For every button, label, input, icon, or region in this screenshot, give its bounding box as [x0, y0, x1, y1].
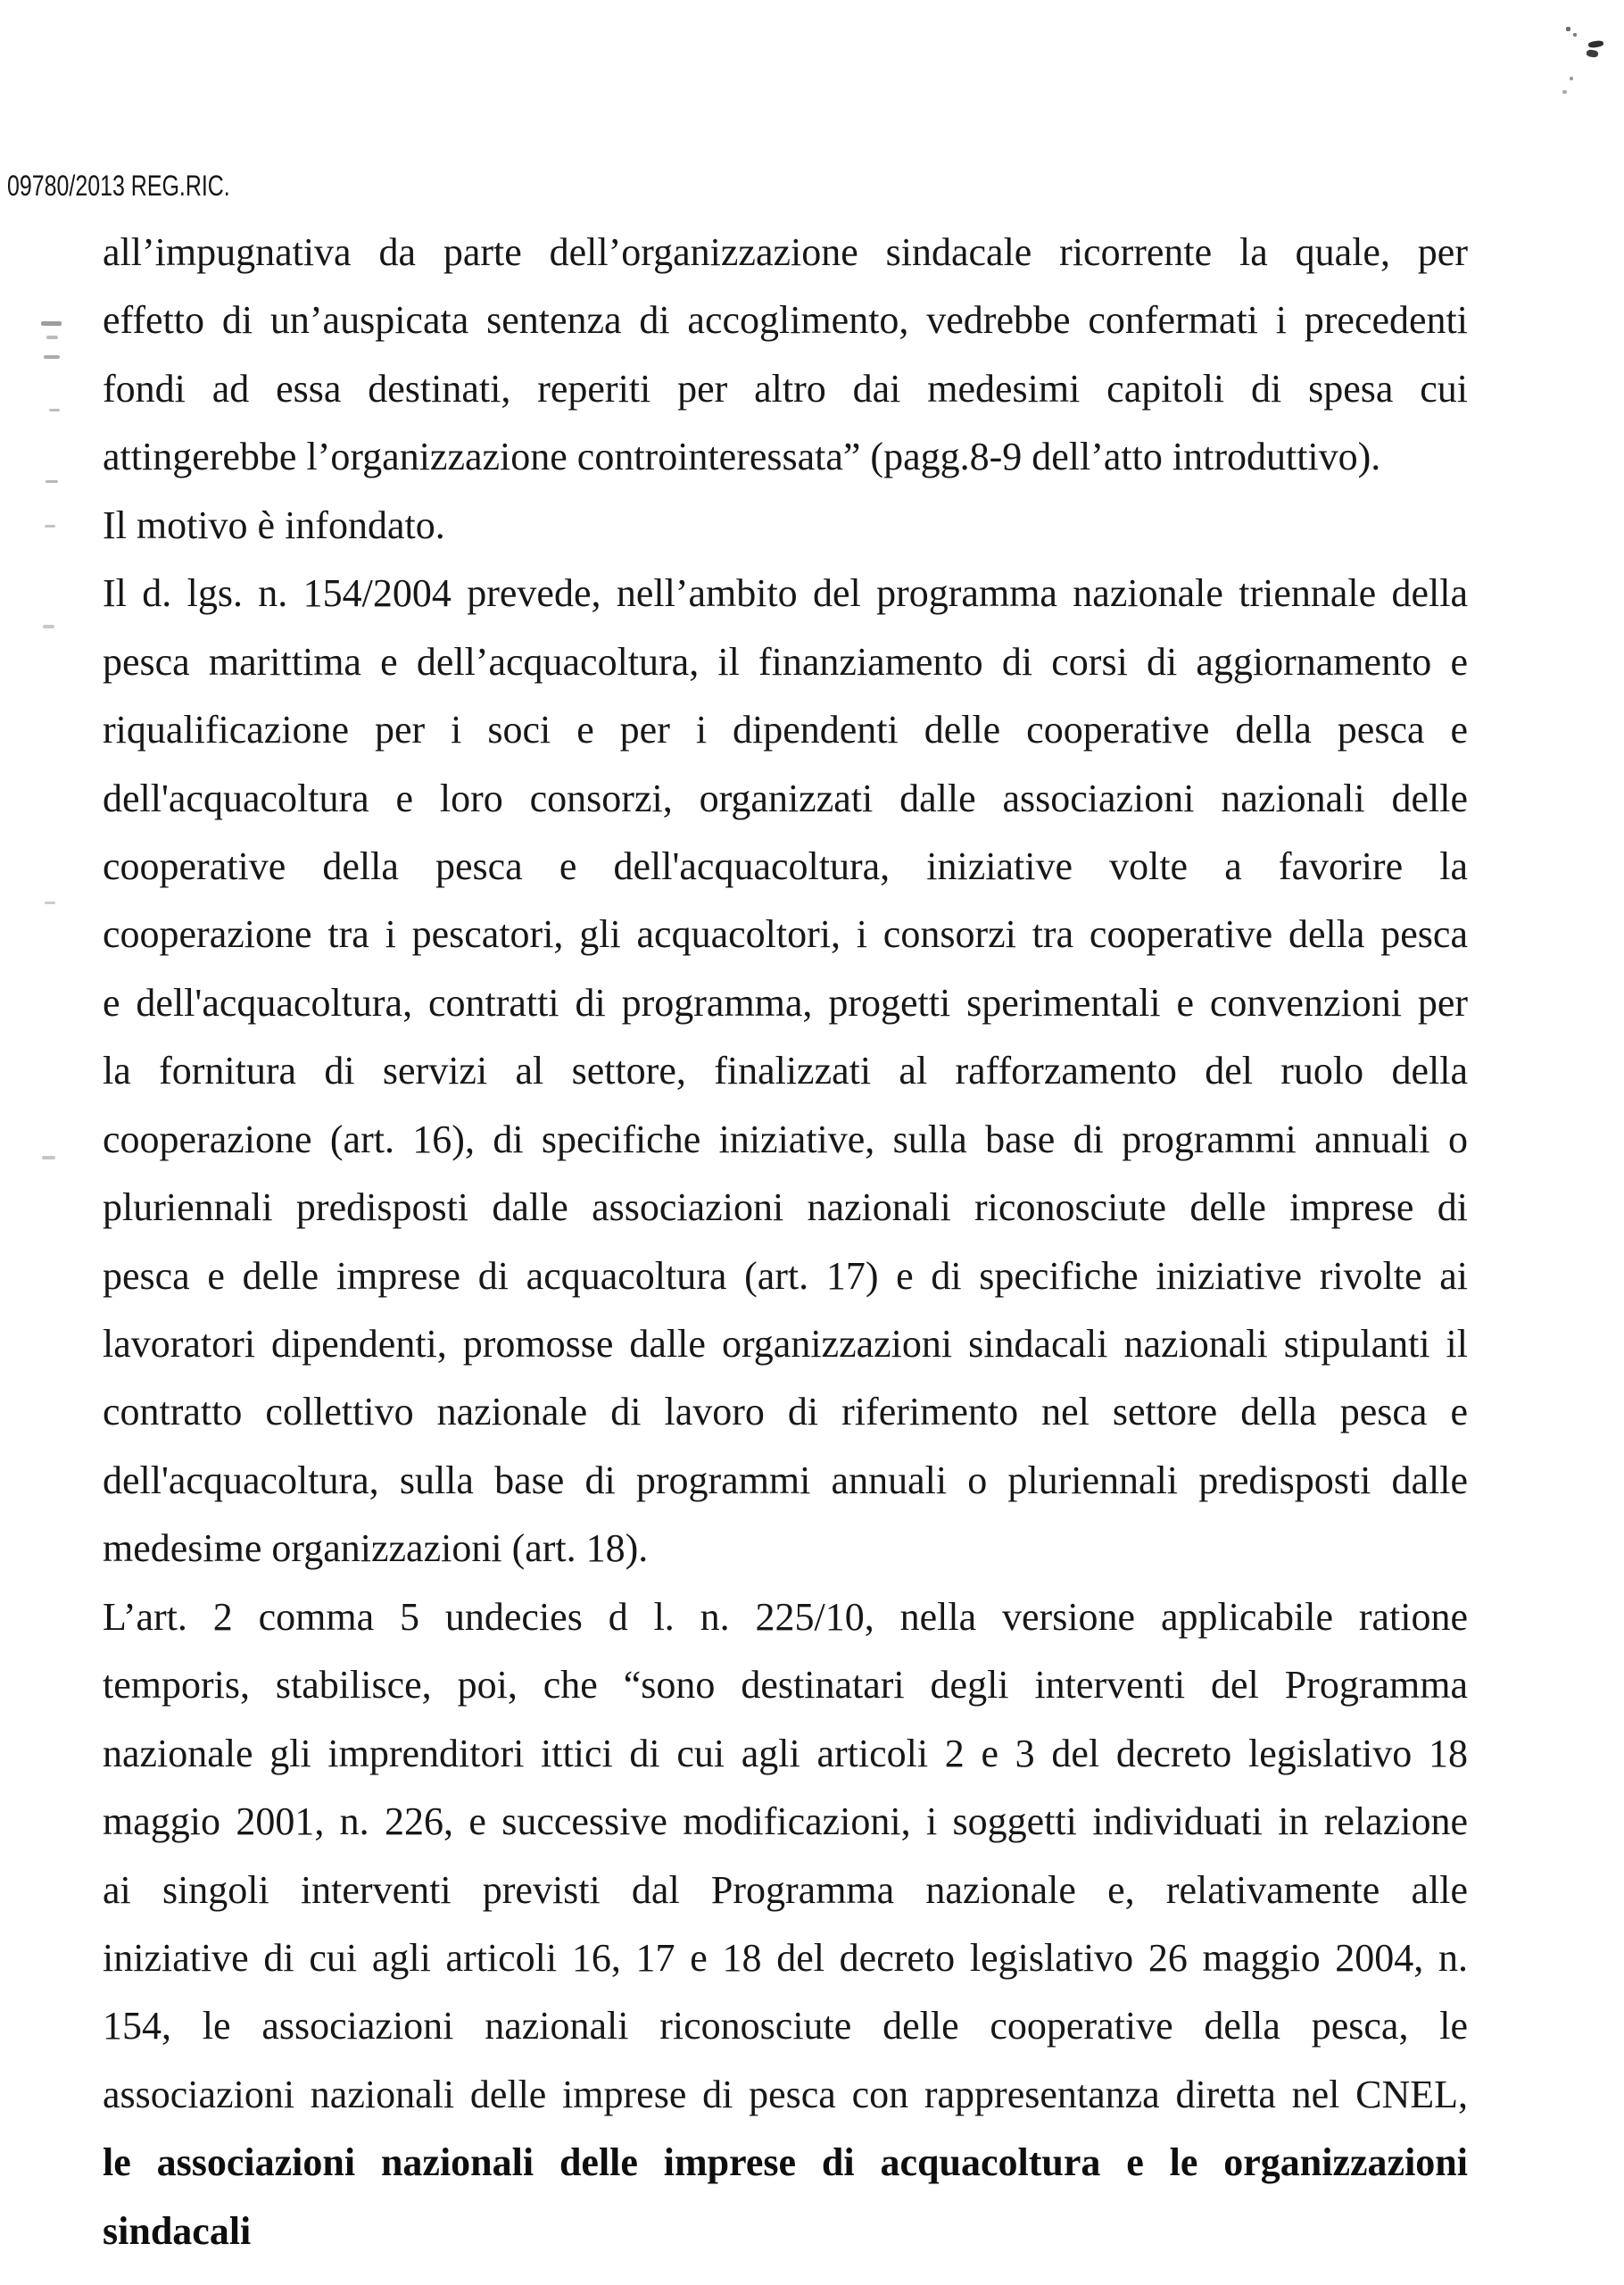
text-line: Il motivo è infondato.	[103, 503, 445, 547]
scan-noise-dash	[43, 625, 54, 628]
text-line: pesca marittima e dell’acquacoltura, il finanziamento di corsi di aggiornamento e	[103, 639, 1468, 684]
text-line: 154, le associazioni nazionali riconosciute delle cooperative della pesca, le	[103, 2004, 1468, 2048]
scan-noise-speck	[1588, 40, 1604, 48]
text-line: riqualificazione per i soci e per i dipendenti delle cooperative della pesca e	[103, 708, 1468, 752]
text-line: attingerebbe l’organizzazione controinteressata” (pagg.8-9 dell’atto introduttivo).	[103, 435, 1381, 479]
text-line: e dell'acquacoltura, contratti di programma, progetti sperimentali e convenzioni per	[103, 980, 1468, 1025]
text-line: ai singoli interventi previsti dal Programma nazionale e, relativamente alle	[103, 1867, 1468, 1912]
text-line: contratto collettivo nazionale di lavoro di riferimento nel settore della pesca e	[103, 1390, 1468, 1434]
scan-noise-dash	[46, 336, 58, 339]
scan-noise-dash	[49, 409, 60, 411]
text-line: L’art. 2 comma 5 undecies d l. n. 225/10, nella versione applicabile ratione	[103, 1594, 1468, 1639]
scan-noise-dash	[41, 321, 62, 326]
text-line: pluriennali predisposti dalle associazioni nazionali riconosciute delle imprese di	[103, 1185, 1468, 1230]
text-line: lavoratori dipendenti, promosse dalle organizzazioni sindacali nazionali stipulanti il	[103, 1322, 1468, 1366]
text-line: effetto di un’auspicata sentenza di accoglimento, vedrebbe confermati i precedenti	[103, 298, 1468, 343]
text-line: cooperazione tra i pescatori, gli acquacoltori, i consorzi tra cooperative della pesca	[103, 912, 1468, 957]
text-line: all’impugnativa da parte dell’organizzazione sindacale ricorrente la quale, per	[103, 230, 1468, 274]
text-line: nazionale gli imprenditori ittici di cui agli articoli 2 e 3 del decreto legislativo 18	[103, 1731, 1468, 1775]
scan-noise-speck	[1587, 49, 1599, 58]
text-line: dell'acquacoltura e loro consorzi, organizzati dalle associazioni nazionali delle	[103, 776, 1468, 820]
text-line: le associazioni nazionali delle imprese di acquacoltura e le organizzazioni sindacali	[103, 2140, 1468, 2253]
scan-noise-dash	[46, 480, 58, 483]
scan-noise-speck	[1573, 33, 1577, 37]
text-line: pesca e delle imprese di acquacoltura (art. 17) e di specifiche iniziative rivolte ai	[103, 1253, 1468, 1298]
text-line: la fornitura di servizi al settore, finalizzati al rafforzamento del ruolo della	[103, 1049, 1468, 1093]
text-line: iniziative di cui agli articoli 16, 17 e 18 del decreto legislativo 26 maggio 2004, n.	[103, 1935, 1468, 1980]
scan-noise-dash	[45, 902, 55, 904]
text-line: medesime organizzazioni (art. 18).	[103, 1526, 649, 1571]
text-line: Il d. lgs. n. 154/2004 prevede, nell’ambito del programma nazionale triennale della	[103, 571, 1468, 616]
scan-noise-dash	[42, 1156, 55, 1159]
scan-noise-speck	[1570, 77, 1573, 80]
text-line: temporis, stabilisce, poi, che “sono destinatari degli interventi del Programma	[103, 1663, 1468, 1708]
scan-noise-dash	[44, 355, 60, 359]
registry-number: 09780/2013 REG.RIC.	[7, 170, 230, 202]
scan-noise-speck	[1566, 27, 1570, 31]
text-block	[103, 219, 1468, 2253]
scan-noise-speck	[1562, 90, 1567, 94]
text-line: cooperazione (art. 16), di specifiche iniziative, sulla base di programmi annuali o	[103, 1117, 1468, 1161]
text-line: cooperative della pesca e dell'acquacoltura, iniziative volte a favorire la	[103, 843, 1468, 888]
scan-noise-dash	[45, 525, 55, 528]
text-line: dell'acquacoltura, sulla base di programmi annuali o pluriennali predisposti dalle	[103, 1458, 1468, 1502]
text-line: maggio 2001, n. 226, e successive modificazioni, i soggetti individuati in relazione	[103, 1799, 1468, 1844]
text-line: associazioni nazionali delle imprese di pesca con rappresentanza diretta nel CNEL,	[103, 2072, 1468, 2116]
text-line: fondi ad essa destinati, reperiti per altro dai medesimi capitoli di spesa cui	[103, 366, 1468, 411]
